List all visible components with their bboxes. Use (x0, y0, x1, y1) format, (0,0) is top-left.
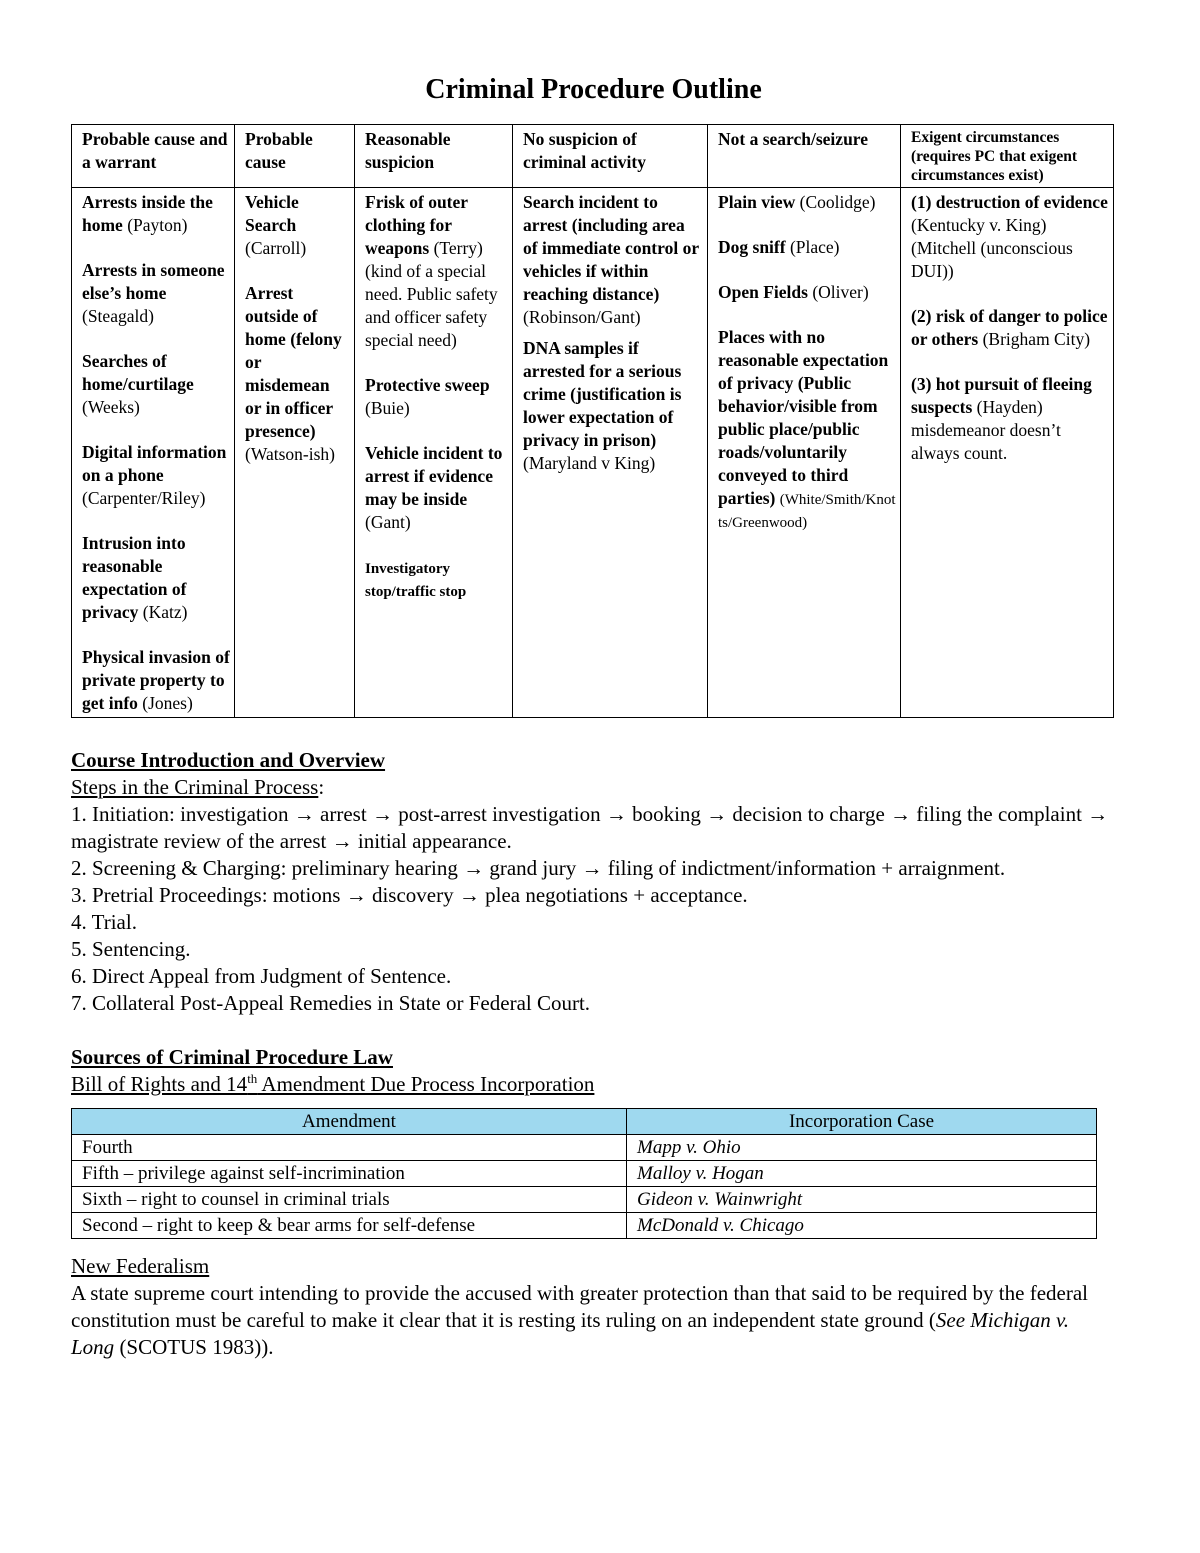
grid-entry (365, 374, 508, 420)
grid-entry (718, 281, 896, 304)
grid-column-exigent-circumstances (901, 188, 1114, 718)
grid-entry (911, 191, 1109, 283)
entry-citation: (Weeks) (82, 397, 140, 417)
subheading-superscript: th (247, 1071, 258, 1086)
case-cell: Gideon v. Wainwright (627, 1187, 1097, 1213)
entry-citation: (Payton) (127, 215, 188, 235)
entry-heading: Intrusion into reasonable expectation of privacy (82, 533, 187, 622)
amendment-cell: Fifth – privilege against self-incrimination (72, 1161, 627, 1187)
column-header-amendment: Amendment (72, 1109, 627, 1135)
table-header-row (72, 1109, 1097, 1135)
entry-citation: (Kentucky v. King) (Mitchell (unconscious DUI)) (911, 215, 1073, 281)
grid-entry (911, 305, 1109, 351)
case-cell: Mapp v. Ohio (627, 1135, 1097, 1161)
federalism-paragraph (71, 1280, 1116, 1361)
incorporation-table (71, 1108, 1097, 1239)
entry-heading: Open Fields (718, 282, 808, 302)
paragraph-text: A state supreme court intending to provide the accused with greater protection than that said to be required by the federal constitution must be careful to make it clear that it is resting its ruling on an independent state ground ( (71, 1281, 1088, 1332)
list-item: 7. Collateral Post-Appeal Remedies in State or Federal Court. (71, 991, 591, 1015)
sources-heading: Sources of Criminal Procedure Law (71, 1045, 393, 1069)
subheading-text-end: Amendment Due Process Incorporation (257, 1072, 595, 1096)
grid-entry (365, 442, 508, 534)
entry-heading: (2) risk of danger to police or others (911, 306, 1108, 349)
entry-heading: Arrests inside the home (82, 192, 213, 235)
list-item: 3. Pretrial Proceedings: motions → discovery → plea negotiations + acceptance. (71, 883, 748, 907)
grid-header: Probable cause and a warrant (72, 125, 235, 188)
entry-citation: (Katz) (142, 602, 188, 622)
grid-column-no-suspicion (513, 188, 708, 718)
entry-citation: (Buie) (365, 398, 410, 418)
paragraph-text-end: (SCOTUS 1983)). (114, 1335, 274, 1359)
entry-heading: Protective sweep (365, 375, 490, 395)
table-row (72, 1213, 1097, 1239)
case-cell: McDonald v. Chicago (627, 1213, 1097, 1239)
list-item: 1. Initiation: investigation → arrest → post-arrest investigation → booking → decision to charge → filing the complaint → magistrate review of the arrest → initial appearance. (71, 802, 1109, 853)
entry-citation: (Hayden) misdemeanor doesn’t always count. (911, 397, 1061, 463)
entry-citation: (Steagald) (82, 306, 154, 326)
column-header-case: Incorporation Case (627, 1109, 1097, 1135)
entry-citation: (Carpenter/Riley) (82, 488, 206, 508)
amendment-cell: Sixth – right to counsel in criminal trials (72, 1187, 627, 1213)
entry-citation: (Gant) (365, 512, 411, 532)
steps-subheading-colon: : (318, 775, 325, 799)
sources-subheading (71, 1071, 1116, 1098)
steps-subheading (71, 774, 1116, 801)
amendment-cell: Second – right to keep & bear arms for self-defense (72, 1213, 627, 1239)
case-cell: Malloy v. Hogan (627, 1161, 1097, 1187)
grid-header: No suspicion of criminal activity (513, 125, 708, 188)
entry-citation: (Coolidge) (799, 192, 876, 212)
entry-heading: (1) destruction of evidence (911, 192, 1108, 212)
entry-heading: (3) hot pursuit of fleeing suspects (911, 374, 1092, 417)
grid-entry (82, 259, 230, 328)
list-item: 4. Trial. (71, 910, 137, 934)
grid-entry (365, 191, 508, 352)
entry-heading: Arrests in someone else’s home (82, 260, 225, 303)
grid-header: Not a search/seizure (708, 125, 901, 188)
entry-citation: (Place) (789, 237, 840, 257)
intro-section (71, 747, 1116, 1017)
entry-heading: Physical invasion of private property to get info (82, 647, 230, 713)
entry-heading: Digital information on a phone (82, 442, 227, 485)
grid-entry (365, 556, 508, 602)
grid-entry (82, 191, 230, 237)
entry-heading: Places with no reasonable expectation of privacy (Public behavior/visible from public place/public roads/voluntarily conveyed to third parties) (718, 327, 889, 508)
grid-entry (523, 191, 703, 329)
list-item: 6. Direct Appeal from Judgment of Sentence. (71, 964, 452, 988)
grid-entry (911, 373, 1109, 465)
grid-column-not-a-search (708, 188, 901, 718)
grid-column-probable-cause (235, 188, 355, 718)
entry-heading: DNA samples if arrested for a serious crime (justification is lower expectation of privacy in prison) (523, 338, 682, 450)
grid-column-reasonable-suspicion (355, 188, 513, 718)
grid-entry (245, 282, 350, 466)
grid-header: Reasonable suspicion (355, 125, 513, 188)
document-page (71, 70, 1116, 1361)
entry-heading: Vehicle incident to arrest if evidence may be inside (365, 443, 503, 509)
grid-header: Probable cause (235, 125, 355, 188)
sources-section (71, 1044, 1116, 1239)
entry-citation: (Watson-ish) (245, 444, 335, 464)
table-row (72, 1161, 1097, 1187)
entry-heading: Search incident to arrest (including area of immediate control or vehicles if within reaching distance) (523, 192, 699, 304)
steps-subheading-text: Steps in the Criminal Process (71, 775, 319, 799)
entry-citation: (Oliver) (812, 282, 869, 302)
entry-citation: (Robinson/Gant) (523, 307, 641, 327)
search-seizure-grid (71, 124, 1114, 718)
grid-entry (718, 191, 896, 214)
federalism-heading: New Federalism (71, 1254, 210, 1278)
grid-entry (523, 337, 703, 475)
entry-heading: Plain view (718, 192, 796, 212)
federalism-section (71, 1253, 1116, 1361)
list-item: 5. Sentencing. (71, 937, 191, 961)
entry-heading: Dog sniff (718, 237, 786, 257)
entry-heading: Vehicle Search (245, 192, 299, 235)
list-item: 2. Screening & Charging: preliminary hearing → grand jury → filing of indictment/information + arraignment. (71, 856, 1006, 880)
entry-citation: (White/Smith/Knotts/Greenwood) (718, 492, 896, 531)
steps-list (71, 801, 1116, 1017)
amendment-cell: Fourth (72, 1135, 627, 1161)
entry-citation: (Maryland v King) (523, 453, 656, 473)
grid-body-row (72, 188, 1114, 718)
entry-citation: (Terry) (kind of a special need. Public safety and officer safety special need) (365, 238, 498, 350)
case-citation: See Michigan v. Long (71, 1308, 1070, 1359)
grid-entry (82, 441, 230, 510)
intro-heading: Course Introduction and Overview (71, 748, 386, 772)
entry-citation: (Jones) (142, 693, 193, 713)
subheading-text: Bill of Rights and 14 (71, 1072, 248, 1096)
grid-column-probable-cause-warrant (72, 188, 235, 718)
entry-citation: (Carroll) (245, 238, 307, 258)
entry-citation: (Brigham City) (982, 329, 1091, 349)
entry-heading: Arrest outside of home (felony or misdemean or in officer presence) (245, 283, 342, 441)
grid-entry (82, 646, 230, 715)
grid-header: Exigent circumstances (requires PC that exigent circumstances exist) (901, 125, 1114, 188)
grid-entry (718, 326, 896, 533)
grid-header-row (72, 125, 1114, 188)
entry-heading: Frisk of outer clothing for weapons (365, 192, 468, 258)
table-row (72, 1187, 1097, 1213)
page-title: Criminal Procedure Outline (425, 74, 762, 105)
grid-entry (245, 191, 350, 260)
entry-heading: Searches of home/curtilage (82, 351, 194, 394)
table-row (72, 1135, 1097, 1161)
grid-entry (718, 236, 896, 259)
grid-entry (82, 532, 230, 624)
grid-entry (82, 350, 230, 419)
entry-heading: Investigatory stop/traffic stop (365, 561, 467, 600)
